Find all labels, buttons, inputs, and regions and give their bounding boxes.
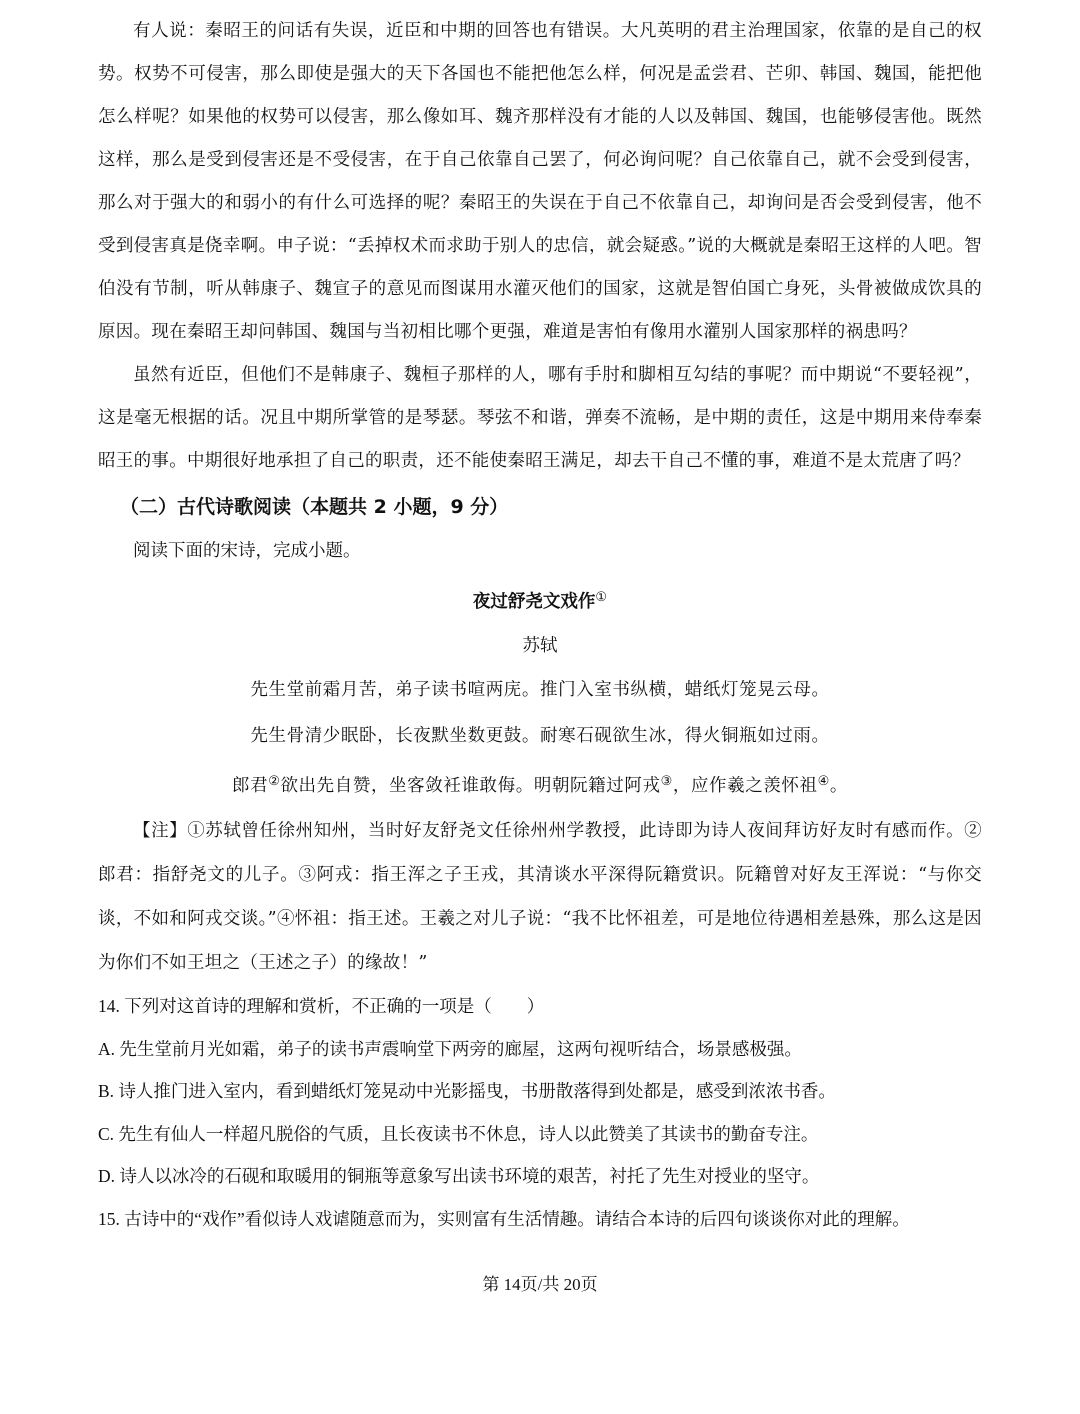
note-mark: ②: [268, 774, 281, 789]
note-mark: ③: [660, 774, 673, 789]
poem-title: [98, 573, 982, 625]
passage-paragraph: 虽然有近臣，但他们不是韩康子、魏桓子那样的人，哪有手肘和脚相互勾结的事呢？而中期说“不要轻视”，这是毫无根据的话。况且中期所掌管的是琴瑟。琴弦不和谐，弹奏不流畅，是中期的责任，这是中期用来侍奉秦昭王的事。中期很好地承担了自己的职责，还不能使秦昭王满足，却去干自己不懂的事，难道不是太荒唐了吗？: [98, 365, 982, 471]
question-option-b: B. 诗人推门进入室内，看到蜡纸灯笼晃动中光影摇曳，书册散落得到处都是，感受到浓浓书香。: [98, 1081, 836, 1101]
passage-paragraph: 有人说：秦昭王的问话有失误，近臣和中期的回答也有错误。大凡英明的君主治理国家，依靠的是自己的权势。权势不可侵害，那么即使是强大的天下各国也不能把他怎么样，何况是孟尝君、芒卯、韩国、魏国，能把他怎么样呢？如果他的权势可以侵害，那么像如耳、魏齐那样没有才能的人以及韩国、魏国，也能够侵害他。既然这样，那么是受到侵害还是不受侵害，在于自己依靠自己罢了，何必询问呢？自己依靠自己，就不会受到侵害，那么对于强大的和弱小的有什么可选择的呢？秦昭王的失误在于自己不依靠自己，却询问是否会受到侵害，他不受到侵害真是侥幸啊。申子说：“丢掉权术而求助于别人的忠信，就会疑惑。”说的大概就是秦昭王这样的人吧。智伯没有节制，听从韩康子、魏宣子的意见而图谋用水灌灭他们的国家，这就是智伯国亡身死，头骨被做成饮具的原因。现在秦昭王却问韩国、魏国与当初相比哪个更强，难道是害怕有像用水灌别人国家那样的祸患吗？: [98, 21, 982, 342]
note-mark: ④: [817, 774, 830, 789]
poem-author: 苏轼: [522, 636, 558, 656]
poem-line: 先生骨清少眠卧，长夜默坐数更鼓。耐寒石砚欲生冰，得火铜瓶如过雨。: [250, 726, 830, 746]
poem-line-text: ，应作羲之羡怀祖: [672, 776, 818, 796]
question-stem: 14. 下列对这首诗的理解和赏析，不正确的一项是（ ）: [98, 996, 545, 1016]
page-footer: 第 14页/共 20页: [482, 1275, 598, 1294]
poem-line: 先生堂前霜月苦，弟子读书喧两庑。推门入室书纵横，蜡纸灯笼晃云母。: [250, 680, 830, 700]
poem: [98, 573, 982, 809]
question-option-c: C. 先生有仙人一样超凡脱俗的气质，且长夜读书不休息，诗人以此赞美了其读书的勤奋专注。: [98, 1123, 819, 1144]
poem-line-text: 郎君: [231, 776, 269, 796]
question-option-a: A. 先生堂前月光如霜，弟子的读书声震响堂下两旁的廊屋，这两句视听结合，场景感极强。: [98, 1038, 802, 1059]
document-page: [98, 10, 982, 1240]
section-instruction: 阅读下面的宋诗，完成小题。: [133, 541, 361, 561]
section-heading: （二）古代诗歌阅读（本题共 2 小题，9 分）: [120, 496, 509, 518]
question-14: [98, 985, 982, 1198]
poem-line-text: 。: [829, 776, 849, 796]
poem-note: 【注】①苏轼曾任徐州知州，当时好友舒尧文任徐州州学教授，此诗即为诗人夜间拜访好友时有感而作。②郎君：指舒尧文的儿子。③阿戎：指王浑之子王戎，其清谈水平深得阮籍赏识。阮籍曾对好友王浑说：“与你交谈，不如和阿戎交谈。”④怀祖：指王述。王羲之对儿子说：“我不比怀祖差，可是地位待遇相差悬殊，那么这是因为你们不如王坦之（王述之子）的缘故！”: [98, 821, 982, 973]
question-stem: 15. 古诗中的“戏作”看似诗人戏谑随意而为，实则富有生活情趣。请结合本诗的后四句谈谈你对此的理解。: [98, 1208, 910, 1229]
question-15: [98, 1198, 982, 1241]
poem-title-note-mark: ①: [595, 590, 608, 605]
poem-line: [98, 759, 982, 809]
question-option-d: D. 诗人以冰冷的石砚和取暖用的铜瓶等意象写出读书环境的艰苦，衬托了先生对授业的坚守。: [98, 1166, 820, 1186]
poem-line-text: 欲出先自赞，坐客敛衽谁敢侮。明朝阮籍过阿戎: [280, 776, 661, 796]
poem-title-text: 夜过舒尧文戏作: [472, 592, 596, 612]
